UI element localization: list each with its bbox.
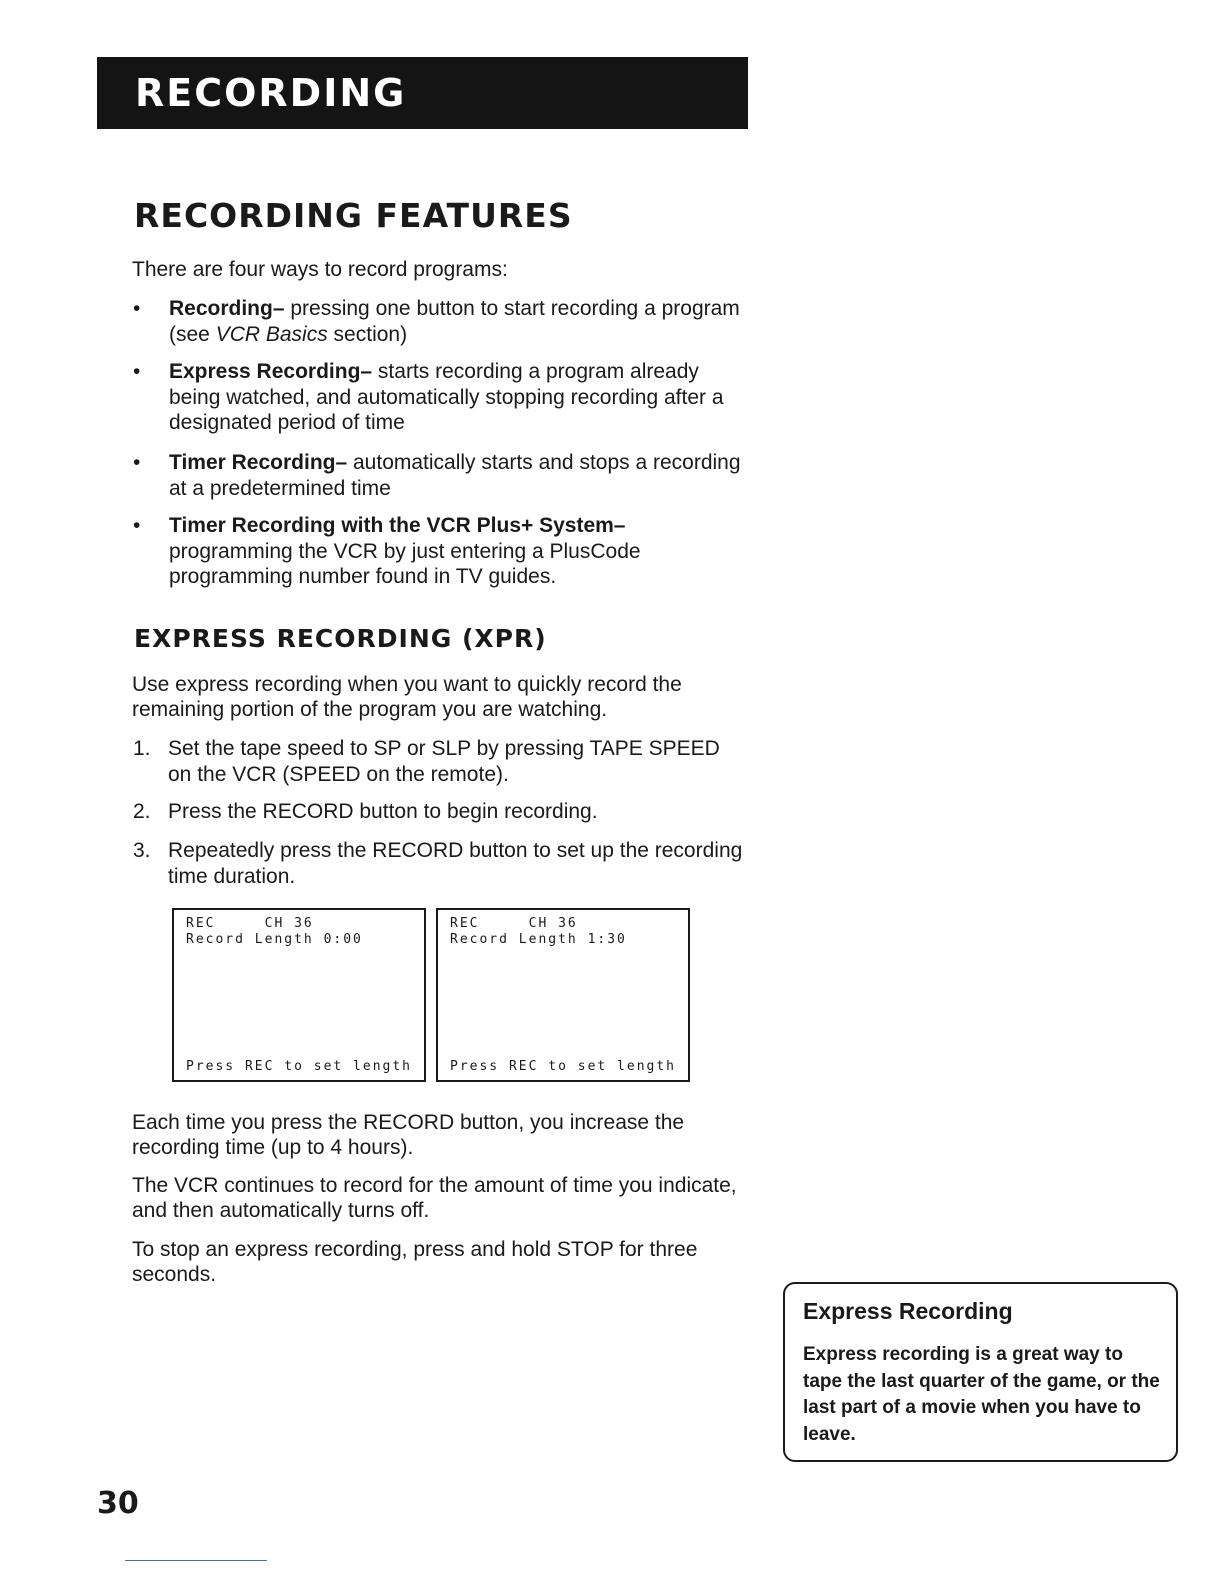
express-recording-heading: EXPRESS RECORDING (XPR) — [134, 624, 547, 653]
screen-prompt: Press REC to set length — [450, 1059, 677, 1074]
bullet-timer-recording — [169, 450, 749, 501]
bullet-text-part: automatically starts and stops a recording at a predetermined time — [169, 451, 741, 500]
step-number: 3. — [133, 839, 151, 862]
bullet-express-recording — [169, 359, 749, 436]
bullet-term: Timer Recording– — [169, 451, 348, 474]
bullet-term: Timer Recording with the VCR Plus+ System– — [169, 514, 626, 537]
recording-features-heading: RECORDING FEATURES — [134, 196, 573, 235]
bullet-text-part: programming the VCR by just entering a PlusCode programming number found in TV guides. — [169, 539, 641, 588]
bullet-vcr-plus — [169, 513, 749, 590]
sidebar-tip-box — [783, 1282, 1178, 1462]
features-intro: There are four ways to record programs: — [132, 258, 508, 281]
bullet-symbol: • — [133, 451, 141, 474]
screen-status-line: REC CH 36 — [450, 916, 578, 931]
footer-rule — [125, 1560, 267, 1561]
step-text: Repeatedly press the RECORD button to set up the recording time duration. — [168, 839, 743, 888]
bullet-recording — [169, 296, 749, 347]
step-number: 1. — [133, 737, 151, 760]
bullet-symbol: • — [133, 360, 141, 383]
paragraph-record-time: Each time you press the RECORD button, you increase the recording time (up to 4 hours). — [132, 1111, 685, 1159]
tv-screen-display — [172, 908, 426, 1082]
section-header-bar — [97, 57, 748, 129]
screen-length-line: Record Length 1:30 — [450, 932, 627, 947]
paragraph-auto-off: The VCR continues to record for the amount of time you indicate, and then automatically turns off. — [132, 1174, 737, 1222]
screen-length-line: Record Length 0:00 — [186, 932, 363, 947]
express-intro: Use express recording when you want to quickly record the remaining portion of the program you are watching. — [132, 673, 682, 721]
sidebar-body: Express recording is a great way to tape the last quarter of the game, or the last part of a movie when you have to leave. — [803, 1344, 1160, 1445]
screen-prompt: Press REC to set length — [186, 1059, 413, 1074]
tv-screen-display — [436, 908, 690, 1082]
step-number: 2. — [133, 800, 151, 823]
bullet-term: Recording– — [169, 297, 285, 320]
step-text: Set the tape speed to SP or SLP by pressing TAPE SPEED on the VCR (SPEED on the remote). — [168, 737, 720, 786]
paragraph-stop-recording: To stop an express recording, press and hold STOP for three seconds. — [132, 1238, 698, 1286]
page-number: 30 — [97, 1486, 139, 1521]
bullet-symbol: • — [133, 514, 141, 537]
screen-status-line: REC CH 36 — [186, 916, 314, 931]
step-text: Press the RECORD button to begin recording. — [168, 800, 598, 823]
bullet-text-part: pressing one button to start recording a program (see — [169, 297, 740, 346]
bullet-italic-ref: VCR Basics — [215, 322, 328, 346]
bullet-text-part: starts recording a program already being watched, and automatically stopping recording after a designated period of time — [169, 360, 724, 434]
bullet-term: Express Recording– — [169, 360, 373, 383]
bullet-symbol: • — [133, 297, 141, 320]
bullet-text-part: section) — [327, 322, 408, 346]
sidebar-title: Express Recording — [803, 1298, 1013, 1324]
section-title: RECORDING — [135, 71, 407, 115]
